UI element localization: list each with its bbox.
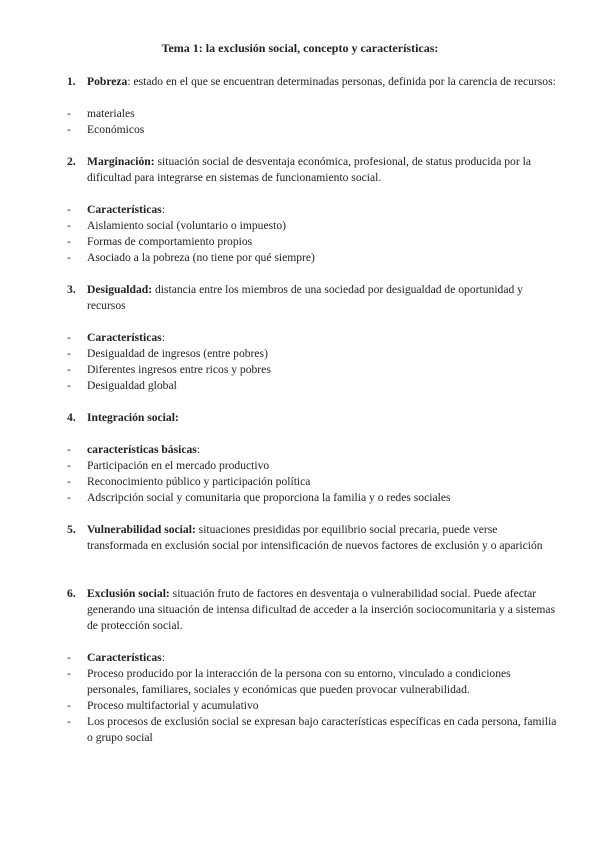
dash-marker: -	[67, 459, 71, 472]
section-term: Vulnerabilidad social:	[87, 523, 196, 536]
list-item-text: Proceso multifactorial y acumulativo	[87, 699, 259, 712]
section-number: 2.	[67, 155, 76, 168]
list-label: Características:	[87, 651, 165, 664]
section-term: Integración social:	[87, 411, 179, 424]
section-text	[87, 154, 557, 186]
list-item-text: Desigualdad de ingresos (entre pobres)	[87, 347, 268, 360]
dash-marker: -	[67, 203, 71, 216]
dash-marker: -	[67, 651, 71, 664]
list-item-text: Reconocimiento público y participación política	[87, 475, 311, 488]
list-item-text: materiales	[87, 107, 135, 120]
dash-marker: -	[67, 363, 71, 376]
dash-marker: -	[67, 443, 71, 456]
section-definition: situación fruto de factores en desventaja o vulnerabilidad social. Puede afectar generando una situación de intensa dificultad de acceder a la inserción sociocomunitaria y a sistemas de protección social.	[87, 587, 556, 632]
dash-marker: -	[67, 699, 71, 712]
dash-marker: -	[67, 219, 71, 232]
dash-marker: -	[67, 107, 71, 120]
list-item-text: Económicos	[87, 123, 145, 136]
section-number: 3.	[67, 283, 76, 296]
dash-marker: -	[67, 347, 71, 360]
section-definition: situaciones presididas por equilibrio social precaria, puede verse transformada en exclusión social por intensificación de nuevos factores de exclusión y o aparición	[87, 523, 543, 552]
dash-marker: -	[67, 715, 71, 728]
dash-marker: -	[67, 475, 71, 488]
list-item-text: Los procesos de exclusión social se expresan bajo características específicas en cada persona, familia o grupo social	[87, 715, 557, 744]
section-text	[87, 74, 557, 90]
list-item-text: Diferentes ingresos entre ricos y pobres	[87, 363, 271, 376]
list-item-text: Participación en el mercado productivo	[87, 459, 270, 472]
list-label: características básicas:	[87, 443, 201, 456]
section-text	[87, 522, 557, 554]
section-term: Desigualdad:	[87, 283, 153, 296]
section-definition: : estado en el que se encuentran determinadas personas, definida por la carencia de recursos:	[127, 75, 556, 88]
dash-marker: -	[67, 379, 71, 392]
list-item-text: Adscripción social y comunitaria que proporciona la familia y o redes sociales	[87, 491, 451, 504]
section-text	[87, 410, 557, 426]
section-number: 4.	[67, 411, 76, 424]
list-label: Características:	[87, 331, 165, 344]
section-number: 5.	[67, 523, 76, 536]
section-term: Pobreza	[87, 75, 128, 88]
dash-marker: -	[67, 123, 71, 136]
dash-marker: -	[67, 491, 71, 504]
section-term: Marginación:	[87, 155, 155, 168]
section-text	[87, 586, 557, 634]
list-item-text: Desigualdad global	[87, 379, 177, 392]
list-item-text: Formas de comportamiento propios	[87, 235, 253, 248]
list-item-text: Aislamiento social (voluntario o impuesto)	[87, 219, 286, 232]
section-definition: distancia entre los miembros de una sociedad por desigualdad de oportunidad y recursos	[87, 283, 523, 312]
dash-marker: -	[67, 235, 71, 248]
page-title: Tema 1: la exclusión social, concepto y características:	[161, 41, 439, 55]
list-item-text: Proceso producido por la interacción de la persona con su entorno, vinculado a condiciones personales, familiares, sociales y económicas que pueden provocar vulnerabilidad.	[87, 667, 511, 696]
section-number: 1.	[67, 75, 76, 88]
dash-marker: -	[67, 667, 71, 680]
section-term: Exclusión social:	[87, 587, 170, 600]
list-label: Características:	[87, 203, 165, 216]
section-number: 6.	[67, 587, 76, 600]
dash-marker: -	[67, 251, 71, 264]
list-item-text: Asociado a la pobreza (no tiene por qué siempre)	[87, 251, 315, 264]
section-definition: situación social de desventaja económica, profesional, de status producida por la dificultad para integrarse en sistemas de funcionamiento social.	[87, 155, 531, 184]
section-text	[87, 282, 557, 314]
dash-marker: -	[67, 331, 71, 344]
